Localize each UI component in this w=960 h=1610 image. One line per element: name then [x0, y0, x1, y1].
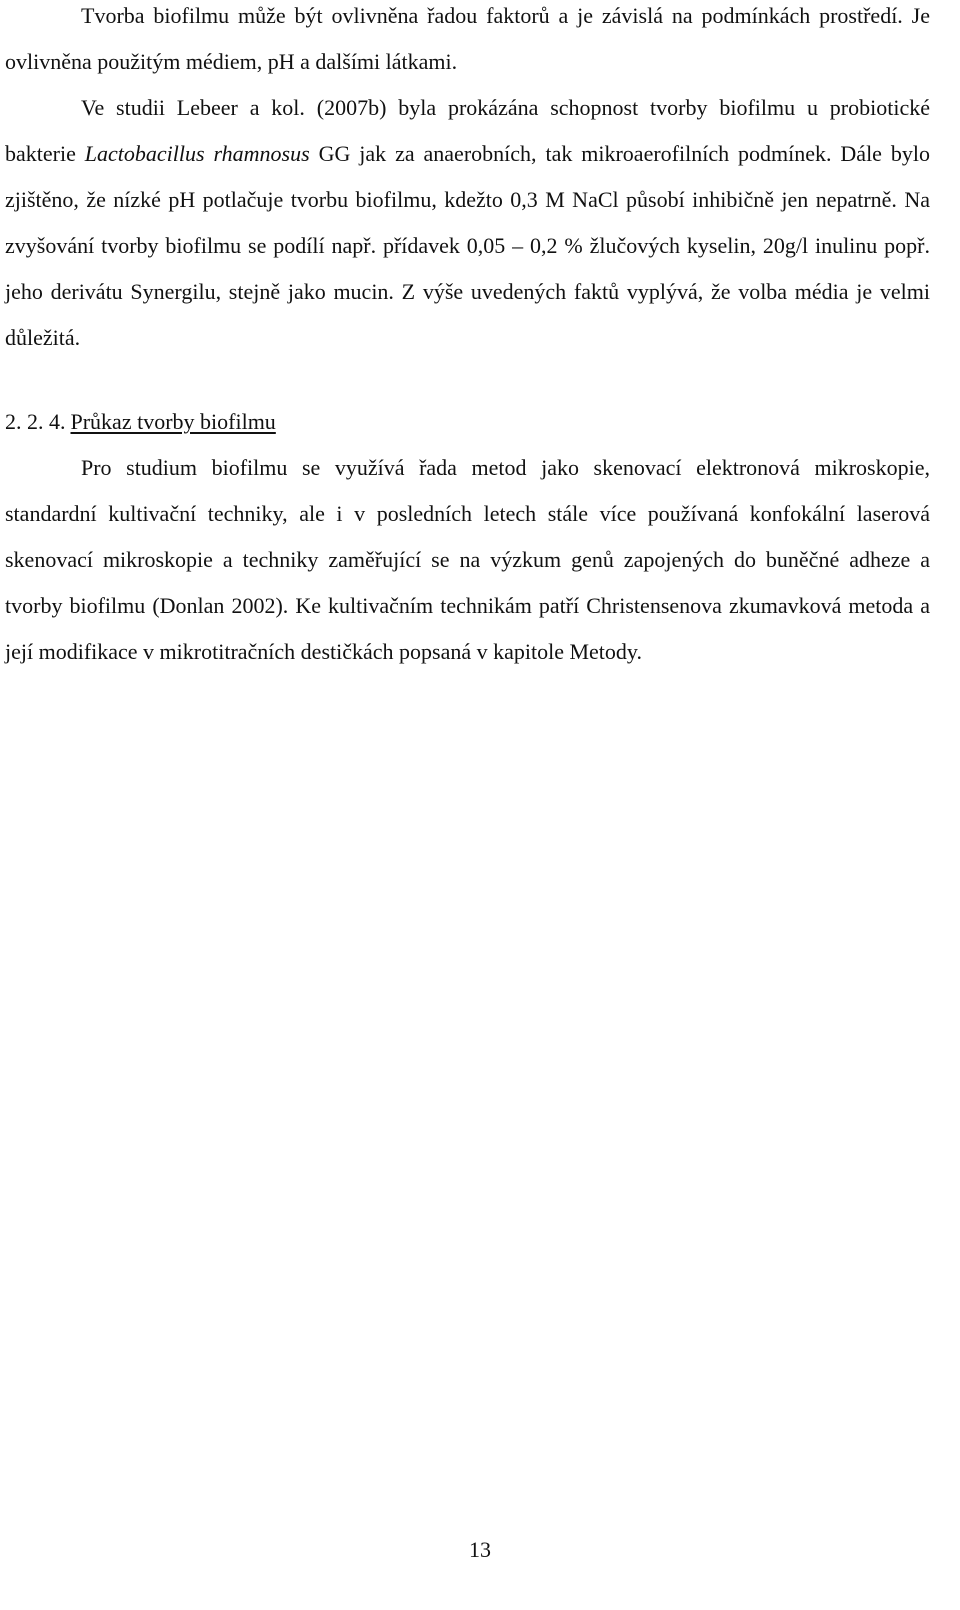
paragraph-biofilm-methods: [5, 445, 930, 675]
document-page: [5, 0, 930, 675]
section-number: 2. 2. 4.: [5, 409, 66, 434]
paragraph-text: Pro studium biofilmu se využívá řada metod jako skenovací elektronová mikroskopie, standardní kultivační techniky, ale i v posledních letech stále více používaná konfokální laserová skenovací mikroskopie a techniky zaměřující se na výzkum genů zapojených do buněčné adheze a tvorby biofilmu (Donlan 2002). Ke kultivačním technikám patří Christensenova zkumavková metoda a její modifikace v mikrotitračních destičkách popsaná v kapitole Metody.: [5, 455, 930, 664]
paragraph-text: Tvorba biofilmu může být ovlivněna řadou faktorů a je závislá na podmínkách prostředí. Je ovlivněna použitým médiem, pH a dalšími látkami.: [5, 3, 930, 74]
paragraph-biofilm-factors: [5, 0, 930, 85]
section-heading: [5, 399, 930, 445]
paragraph-lebeer-study: [5, 85, 930, 361]
page-number: 13: [469, 1537, 491, 1562]
paragraph-text-end: GG jak za anaerobních, tak mikroaerofilních podmínek. Dále bylo zjištěno, že nízké pH potlačuje tvorbu biofilmu, kdežto 0,3 M NaCl působí inhibičně jen nepatrně. Na zvyšování tvorby biofilmu se podílí např. přídavek 0,05 – 0,2 % žlučových kyselin, 20g/l inulinu popř. jeho derivátu Synergilu, stejně jako mucin. Z výše uvedených faktů vyplývá, že volba média je velmi důležitá.: [5, 141, 930, 350]
section-title: Průkaz tvorby biofilmu: [70, 409, 276, 434]
species-name: Lactobacillus rhamnosus: [84, 141, 310, 166]
paragraph-text-start: Ve studii Lebeer a kol. (2007b) byla prokázána schopnost tvorby biofilmu u probiotické bakterie: [5, 95, 930, 166]
